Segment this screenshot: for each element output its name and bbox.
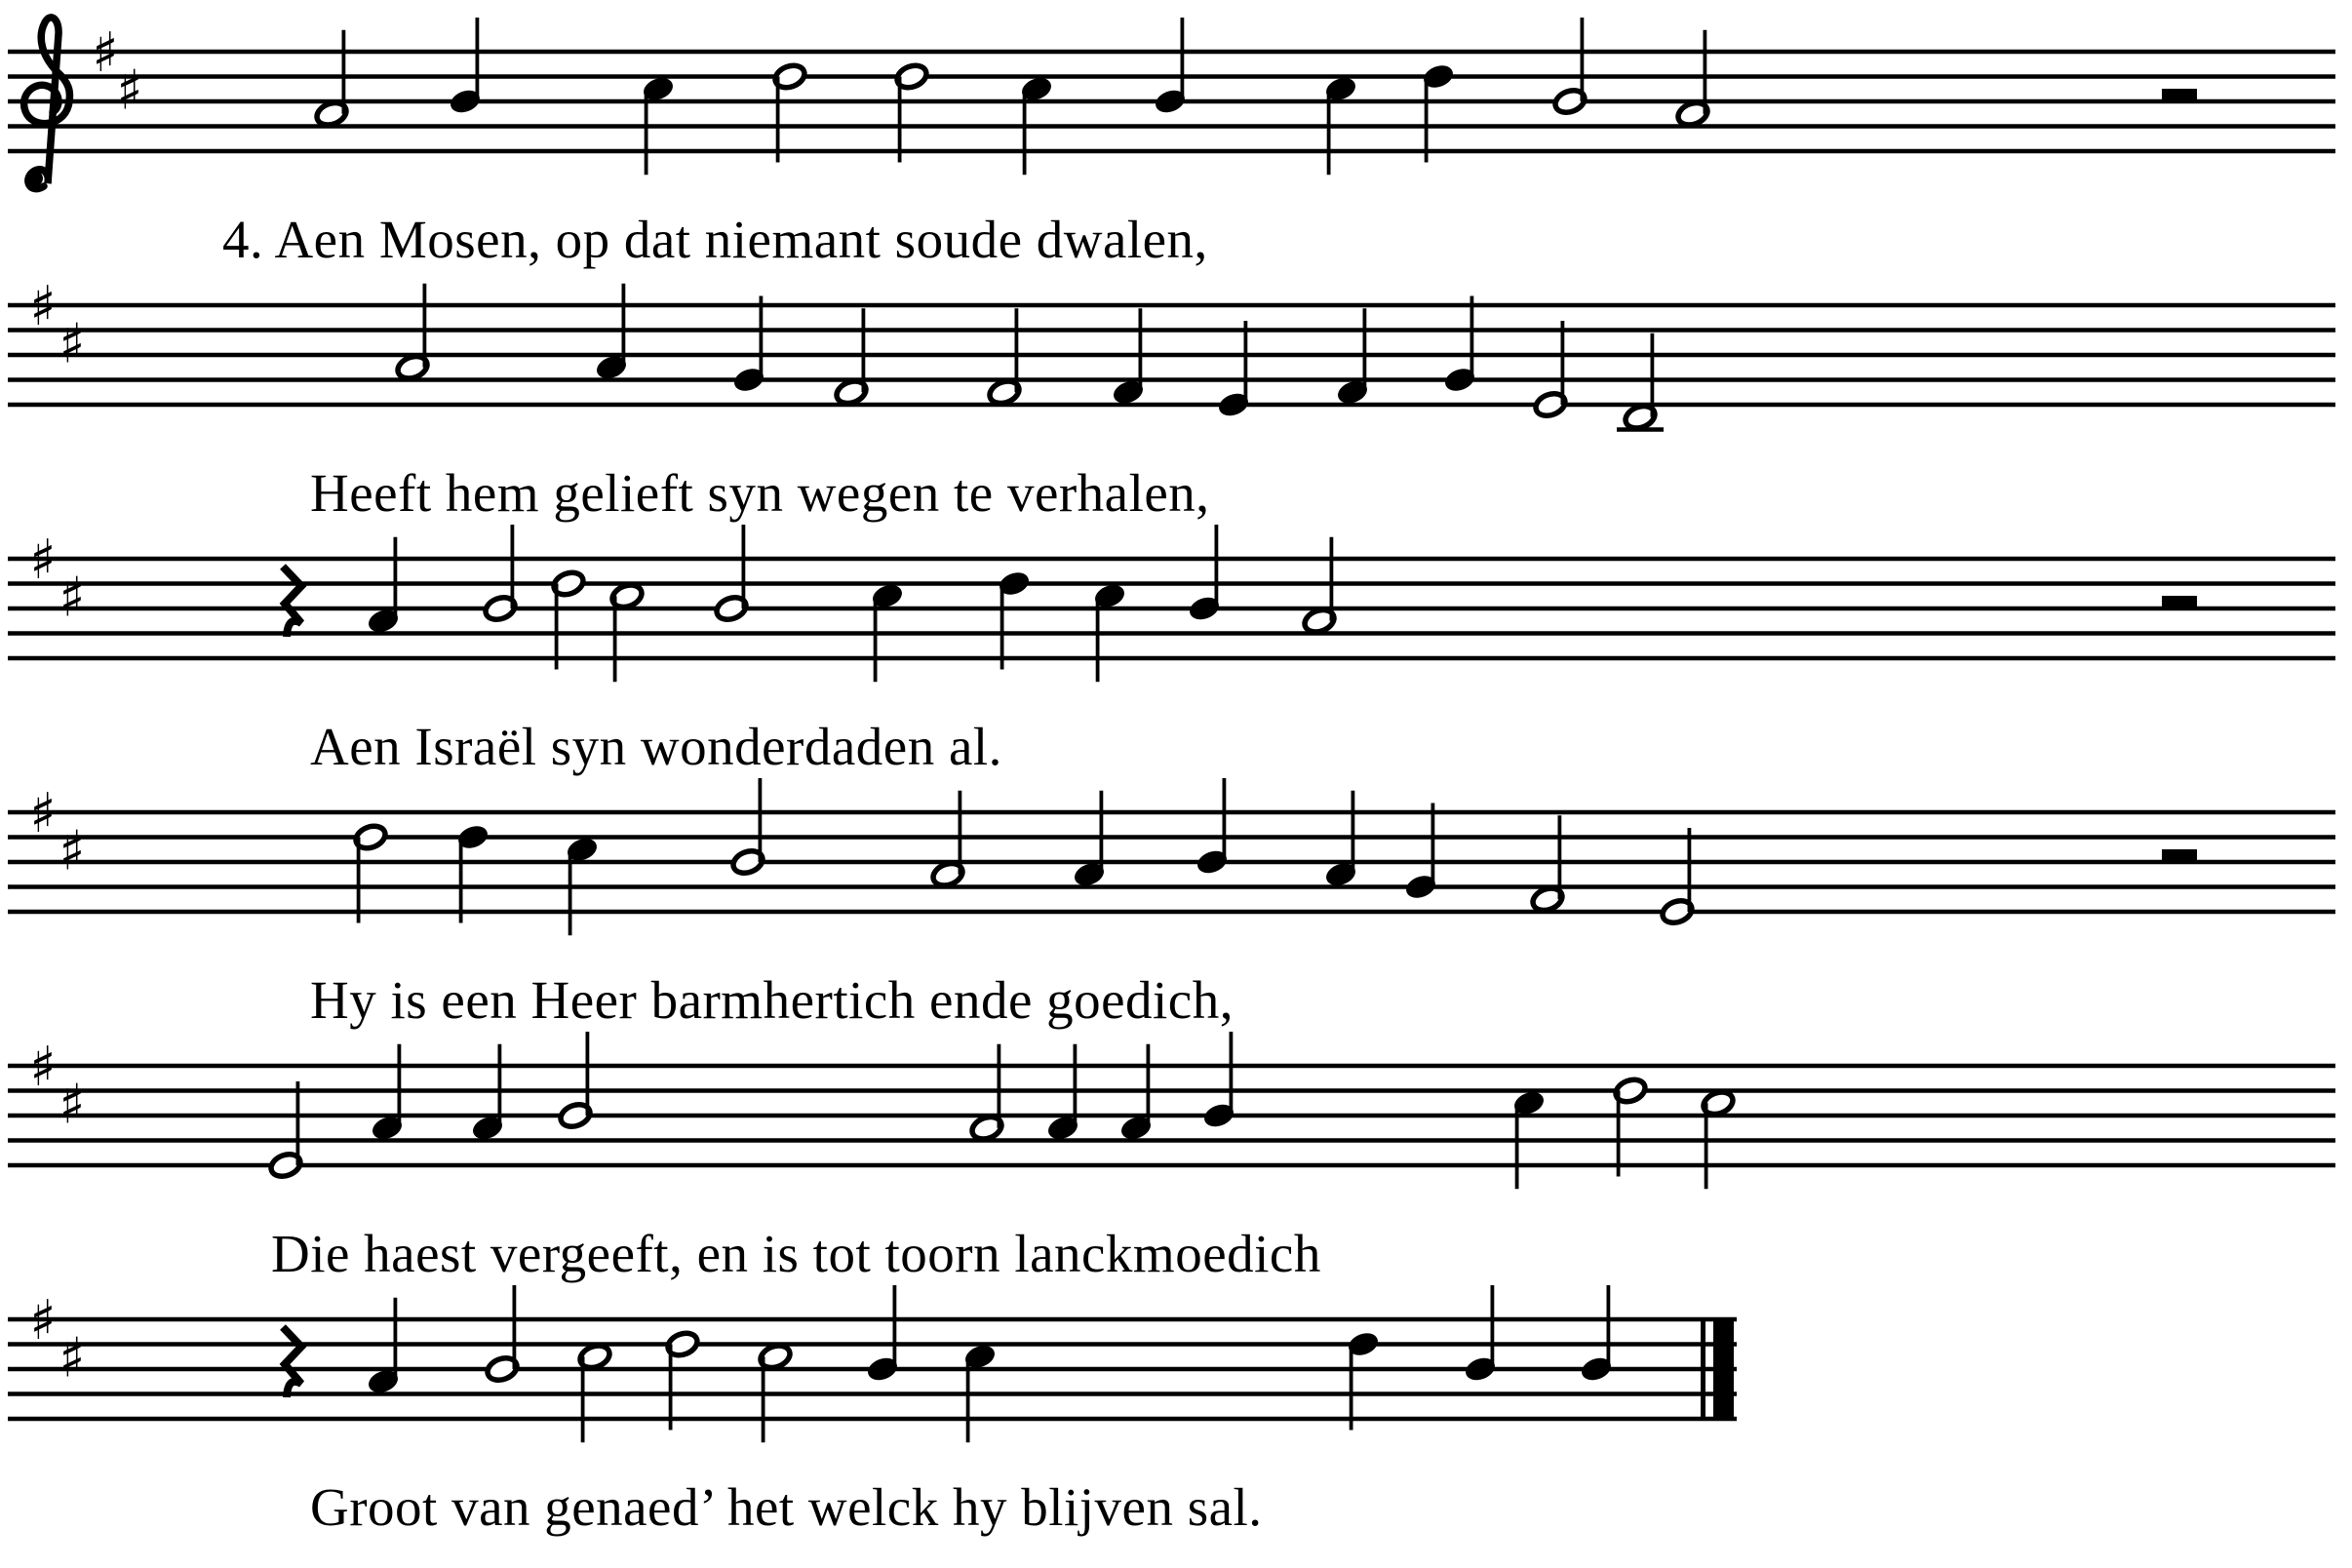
note-b4-quarter (865, 1285, 900, 1384)
sharp-icon: ♯ (29, 782, 57, 845)
staff-system-4 (8, 778, 2335, 935)
quarter-rest-icon (283, 567, 301, 637)
lyric-line-5: Die haest vergeeft, en is tot toorn lanckmoedich (271, 1224, 1321, 1283)
stem (762, 1356, 765, 1442)
lyric-line-4: Hy is een Heer barmhertich ende goedich, (310, 970, 1234, 1030)
stem (898, 77, 902, 163)
stem (511, 525, 515, 608)
note-f4-half (834, 308, 869, 407)
note-e4-half (1660, 828, 1695, 926)
stem (498, 1044, 502, 1128)
stem (1688, 828, 1692, 912)
quarter-rest-icon (283, 1327, 301, 1397)
note-d5-quarter (1346, 1329, 1381, 1430)
sharp-icon: ♯ (29, 529, 57, 592)
stem (1651, 333, 1655, 417)
sharp-icon: ♯ (116, 59, 143, 123)
sharp-icon: ♯ (29, 1289, 57, 1352)
stem (1704, 30, 1707, 114)
staff-system-1 (8, 18, 2335, 189)
stem (1491, 1285, 1495, 1369)
note-a4-half (930, 791, 965, 889)
note-f4-half (987, 308, 1022, 407)
sharp-icon: ♯ (92, 21, 119, 85)
lyric-line-1: 4. Aen Mosen, op dat niemant soude dwalen, (222, 210, 1208, 269)
note-a4-quarter (366, 537, 401, 636)
stem (966, 1356, 970, 1442)
stem (357, 838, 361, 923)
note-d5-half (665, 1329, 700, 1430)
lyric-line-2: Heeft hem gelieft syn wegen te verhalen, (310, 463, 1210, 523)
note-d5-half (353, 822, 388, 922)
sharp-icon: ♯ (59, 312, 86, 376)
note-e4-half (1533, 321, 1568, 419)
stem (760, 296, 764, 380)
note-a4-half (1302, 537, 1337, 636)
note-f4-quarter (1111, 308, 1146, 407)
stem (1100, 791, 1104, 875)
stem (1139, 308, 1143, 392)
staff-system-6 (8, 1285, 1737, 1442)
note-d5-half (894, 61, 929, 162)
sharp-icon: ♯ (29, 1036, 57, 1099)
final-barline-thin (1701, 1319, 1705, 1419)
stem (1244, 321, 1248, 405)
stem (1425, 77, 1429, 163)
sharp-icon: ♯ (59, 819, 86, 883)
note-g4-quarter (1403, 804, 1438, 902)
stem (398, 1044, 402, 1128)
stem (1330, 537, 1334, 621)
note-b4-quarter (1187, 525, 1222, 623)
stem (669, 1345, 673, 1431)
note-b4-half (1552, 18, 1588, 116)
stem (1215, 525, 1219, 608)
stem (296, 1081, 300, 1165)
stem (959, 791, 962, 875)
stem (1515, 1103, 1519, 1189)
stem (342, 30, 346, 114)
half-rest-icon (2162, 596, 2197, 608)
note-a4-quarter (1045, 1044, 1080, 1143)
stem (1074, 1044, 1078, 1128)
stem (1327, 89, 1331, 175)
note-b4-half (558, 1032, 593, 1130)
stem (1558, 815, 1562, 899)
stem (998, 1044, 1001, 1128)
stem (622, 284, 626, 368)
sharp-icon: ♯ (59, 566, 86, 630)
lyric-line-6: Groot van genaed’ het welck hy blijven sal. (310, 1477, 1263, 1537)
note-b4-quarter (1195, 778, 1230, 877)
stem (555, 584, 559, 670)
stem (394, 537, 398, 621)
stem (874, 596, 878, 682)
note-b4-quarter (448, 18, 483, 116)
note-e4-quarter (1216, 321, 1251, 419)
stem (581, 1356, 585, 1442)
stem (613, 596, 617, 682)
stem (759, 778, 763, 862)
note-b4-quarter (1201, 1032, 1236, 1130)
note-b4-half (730, 778, 765, 877)
note-b4-half (485, 1285, 520, 1384)
note-a4-half (969, 1044, 1004, 1143)
sharp-icon: ♯ (59, 1073, 86, 1137)
stem (1607, 1285, 1611, 1369)
note-b4-quarter (1463, 1285, 1498, 1384)
stem (1431, 804, 1435, 887)
stem (1561, 321, 1565, 405)
stem (1705, 1103, 1708, 1189)
stem (1363, 308, 1367, 392)
note-d5-quarter (455, 822, 490, 922)
staff-system-2 (8, 275, 2335, 432)
stem (742, 525, 746, 608)
stem (586, 1032, 590, 1116)
note-f4-quarter (1335, 308, 1370, 407)
stem (1581, 18, 1585, 101)
stem (459, 838, 463, 923)
stem (645, 89, 648, 175)
note-b4-quarter (1579, 1285, 1614, 1384)
stem (1350, 1345, 1353, 1431)
treble-clef-tail-blob (27, 171, 43, 186)
stem (893, 1285, 897, 1369)
note-b4-half (483, 525, 518, 623)
stem (423, 284, 427, 368)
stem (1147, 1044, 1151, 1128)
stem (776, 77, 780, 163)
note-g4-quarter (1442, 296, 1477, 395)
note-d5-quarter (1421, 61, 1456, 162)
stem (568, 849, 572, 935)
note-a4-quarter (1323, 791, 1358, 889)
note-b4-half (714, 525, 749, 623)
staff-system-3 (8, 525, 2335, 682)
note-a4-quarter (1072, 791, 1107, 889)
half-rest-icon (2162, 849, 2197, 862)
note-f4-half (1530, 815, 1565, 914)
note-d5-half (772, 61, 807, 162)
sharp-icon: ♯ (29, 275, 57, 338)
stem (1352, 791, 1355, 875)
stem (1096, 596, 1100, 682)
note-a4-quarter (370, 1044, 405, 1143)
note-a4-quarter (470, 1044, 505, 1143)
note-b4-quarter (1153, 18, 1188, 116)
note-a4-quarter (594, 284, 629, 382)
note-a4-half (395, 284, 430, 382)
stem (862, 308, 866, 392)
staff-system-5 (8, 1032, 2335, 1189)
stem (1015, 308, 1019, 392)
lyric-line-3: Aen Israël syn wonderdaden al. (310, 717, 1002, 776)
note-d4-half (1617, 333, 1664, 432)
half-rest-icon (2162, 89, 2197, 101)
note-a4-quarter (1118, 1044, 1154, 1143)
note-a4-quarter (366, 1298, 401, 1396)
note-e4-half (268, 1081, 303, 1180)
stem (1223, 778, 1227, 862)
note-a4-half (1675, 30, 1710, 129)
stem (1470, 296, 1474, 380)
stem (1181, 18, 1185, 101)
note-a4-half (314, 30, 349, 129)
stem (1023, 89, 1027, 175)
stem (1617, 1091, 1621, 1177)
stem (1230, 1032, 1234, 1116)
stem (513, 1285, 517, 1369)
note-d5-half (551, 568, 586, 669)
final-barline-thick (1713, 1319, 1734, 1419)
stem (1000, 584, 1004, 670)
stem (476, 18, 480, 101)
note-d5-half (1613, 1076, 1648, 1176)
note-g4-quarter (731, 296, 766, 395)
stem (394, 1298, 398, 1382)
sharp-icon: ♯ (59, 1326, 86, 1391)
note-d5-quarter (997, 568, 1032, 669)
